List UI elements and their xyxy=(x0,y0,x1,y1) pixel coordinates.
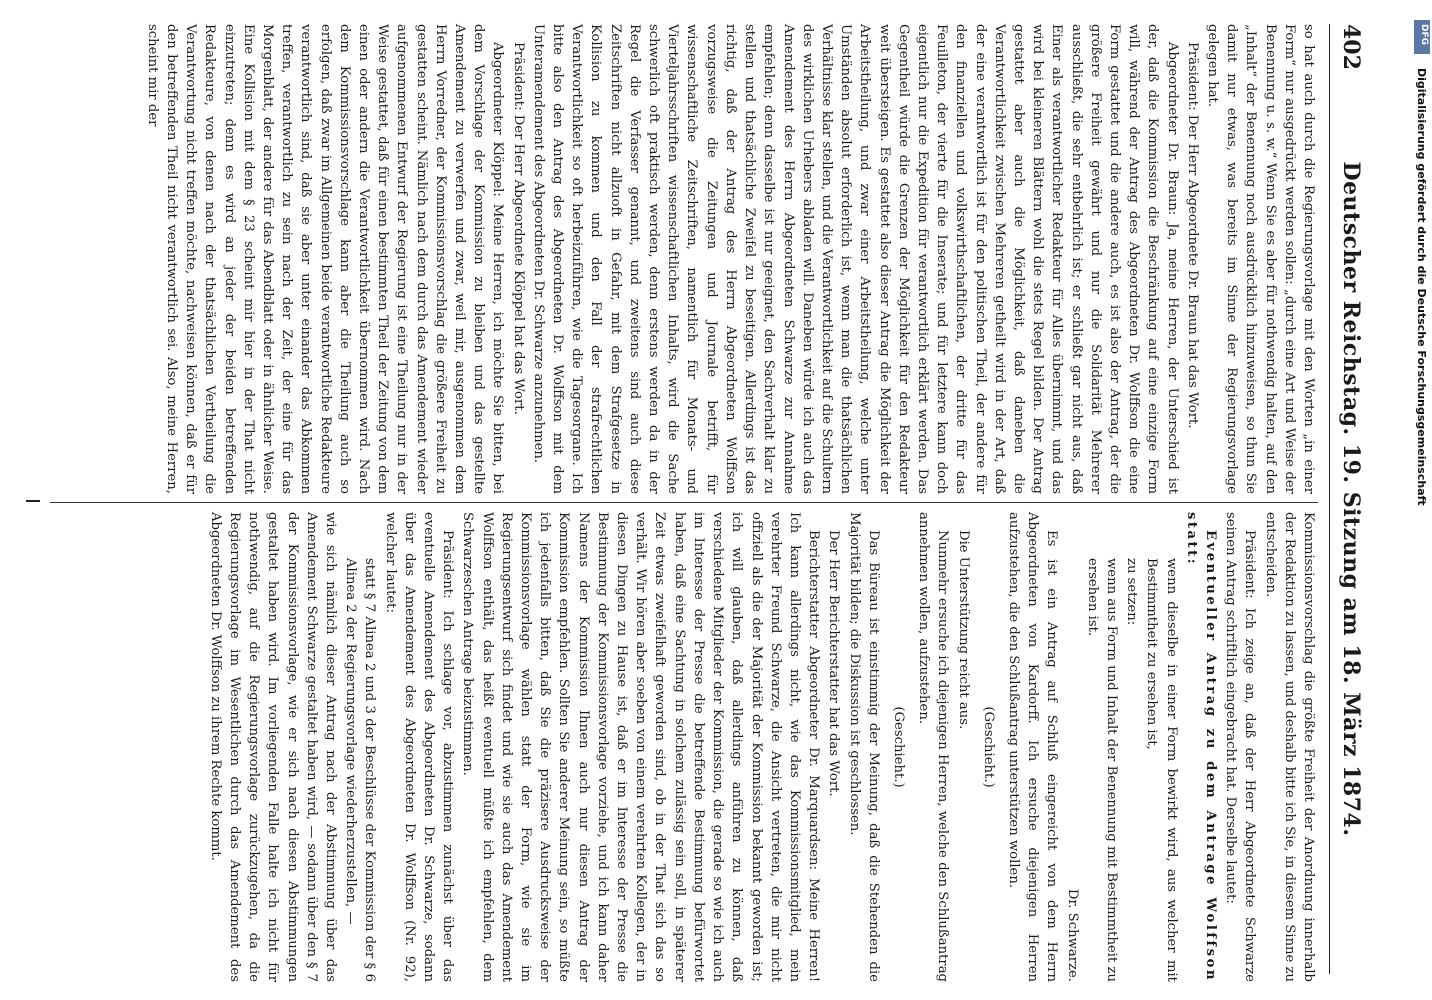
rotated-page xyxy=(30,4,1410,994)
left-column xyxy=(50,24,1318,494)
paragraph: Die Unterstützung reicht aus. xyxy=(955,530,971,730)
paragraph: Präsident: Ich schlage vor, abzustimmen zunächst über das eventuelle Amendement des Abgeordneten Dr. Schwarze, sodann über das Amendement des Abgeordneten Dr. Wolffson (Nr. 92), welcher lautet: xyxy=(382,512,456,982)
stage-direction: (Geschieht.) xyxy=(980,706,996,788)
quote: wenn aus Form und Inhalt der Benennung mit Bestimmtheit zu ersehen ist. xyxy=(1084,558,1119,982)
credit-text: Digitalisierung gefördert durch die Deutsche Forschungsgemeinschaft xyxy=(1415,68,1428,506)
paragraph: Kommissionsvorschlag die größte Freiheit der Anordnung innerhalb der Redaktion zu lassen, und deshalb bitte ich Sie, in diesem Sinne zu entscheiden. xyxy=(1262,512,1316,982)
paragraph: Es ist ein Antrag auf Schluß eingereicht von dem Herrn Abgeordneten von Kardorff. Ich ersuche diejenigen Herren aufzustehen, die den Schlußantrag unterstützen wollen. xyxy=(1005,512,1060,982)
paragraph: Der Herr Berichterstatter hat das Wort. xyxy=(826,530,842,797)
paragraph: Berichterstatter Abgeordneter Dr. Marquardsen: Meine Herren! Ich kann allerdings nicht, wie das Kommissionsmitglied, mein verehrter Freund Schwarze, die Ansicht vertreten, die mir nicht offiziell als die der Majorität der Kommission bekannt geworden ist; ich will glauben, daß allerdings anführen zu können, daß verschiedene Mitglieder der Kommission, die gerade so wie ich auch im Interesse der Presse die betreffende Bestimmung befürwortet haben, daß eine Sachtung in solchem zulässig sein soll, in späterer Zeit etwas zweifelhaft geworden sind, ob in der That sich das so verhält. Wir hören aber soeben von einem verehrten Kollegen, der in diesen Dingen zu Hause ist, daß er im Interesse der Presse die Bestimmung der Kommissionsvorlage vorziehe, und ich kann daher Namens der Kommission Ihnen auch nur diesen Antrag der Kommission empfehlen. Sollten Sie anderer Meinung sein, so müßte ich jedenfalls bitten, daß Sie die präzisere Ausdrucksweise der Kommissionsvorlage wählen statt der Form, wie sie im Regierungsentwurf sich findet und wie sie auch das Amendement Wolffson enthält, das heißt eventuell müßte ich empfehlen, dem Schwarzeschen Antrage beizustimmen. xyxy=(460,512,822,982)
signature: Dr. Schwarze. xyxy=(1064,888,1080,982)
scan-mark xyxy=(26,500,40,502)
paragraph: Abgeordneter Klöppel: Meine Herren, ich möchte Sie bitten, bei dem Vorschlage der Kommission zu bleiben und das gestellte Amendement zu verwerfen und zwar, weil mir, ausgenommen dem Herrn Vorredner, der Kommissionsvorschlag die größere Freiheit zu gestatten scheint. Nämlich nach dem durch das Amendement wieder aufgenommenen Entwurf der Regierung ist eine Theilung nur in der Weise gestattet, daß für einen bestimmten Theil der Zeitung von dem einen oder andern die Verantwortlichkeit übernommen wird. Nach dem Kommissionsvorschlage kann aber die Theilung auch so erfolgen, daß zwar im Allgemeinen beide verantwortliche Redakteure verantwortlich sind, daß sie aber unter einander das Abkommen treffen, verantwortlich zu sein nach der Zeit, der eine für das Morgenblatt, der andere für das Abendblatt oder in ähnlicher Weise. Eine Kollision mit dem § 23 scheint mir hier in der That nicht einzutreten; denn es wird an jeder der beiden betreffenden Redakteure, von denen nach der thatsächlichen Vertheilung die Verantwortung nicht treffen möchte, nachweisen können, daß er für den betreffenden Theil nicht verantwortlich sei. Also, meine Herren, scheint mir der xyxy=(144,24,506,494)
digitization-sidebar xyxy=(1414,20,1428,980)
page-header xyxy=(1329,24,1370,974)
stage-direction: (Geschieht.) xyxy=(890,706,906,788)
paragraph: Präsident: Ich zeige an, daß der Herr Abgeordnete Schwarze seinen Antrag schriftlich eingebracht hat. Derselbe lautet: xyxy=(1223,512,1258,982)
quote: statt § 7 Alinea 2 und 3 der Beschlüsse der Kommission der § 6 Alinea 2 der Regierungsvorlage wiederherzustellen, — xyxy=(343,558,378,982)
digitization-credit xyxy=(1412,20,1428,980)
paragraph: Abgeordneter Dr. Braun: Ja, meine Herren, der Unterschied ist der, daß die Kommission die Beschränkung auf eine einzige Form will, während der Antrag des Abgeordneten Dr. Wolffson die eine Form gestattet und die andere auch, es ist also der Antrag, der die größere Freiheit gewährt und nur die Solidarität Mehrerer ausschließt, die sehr entbehrlich ist; er schließt gar nicht aus, daß Einer als verantwortlicher Redakteur für Alles übernimmt, und das wird bei kleineren Blättern wohl die stets Regel bilden. Der Antrag gestattet aber auch die Möglichkeit, daß daneben die Verantwortlichkeit zwischen Mehreren getheilt wird in der Art, daß der eine verantwortlich ist für den politischen Theil, der andere für den finanziellen und volkswirthschaftlichen, der dritte für das Feuilleton, der vierte für die Inserate; und für letztere kann doch eigentlich nur die Expedition für verantwortlich erklärt werden. Das Gegentheil würde die Grenzen der Möglichkeit für den Redakteur weit übersteigen. Es gestattet also dieser Antrag die Möglichkeit der Arbeitstheilung, und zwar einer Arbeitstheilung, welche unter Umständen absolut erforderlich ist, wenn man die thatsächlichen Verhältnisse klar stellen, und die Verantwortlichkeit auf die Schultern des wirklichen Urhebers abladen will. Daneben würde ich auch das Amendement des Herrn Abgeordneten Schwarze zur Annahme empfehlen; denn dasselbe ist nur geeignet, den Sachverhalt klar zu stellen und thatsächliche Zweifel zu beseitigen. Allerdings ist das richtig, daß der Antrag des Herrn Abgeordneten Wolffson vorzugsweise die Zeitungen und Journale betrifft, für wissenschaftliche Zeitschriften, namentlich für Monats- und Vierteljahrsschriften wissenschaftlichen Inhalts, wird die Sache schwerlich oft praktisch werden, denn erstens werden da in der Regel die Verfasser genannt, und zweitens sind auch diese Zeitschriften nicht allzuoft in Gefahr, mit dem Strafgesetze in Kollision zu kommen und den Fall der strafrechtlichen Verantwortlichkeit so oft herbeizuführen, wie die Tagesorgane. Ich bitte also den Antrag des Abgeordneten Dr. Wolffson mit dem Unteramendement des Abgeordneten Dr. Schwarze anzunehmen. xyxy=(530,24,1180,494)
paragraph: Nunmehr ersuche ich diejenigen Herren, welche den Schlußantrag annehmen wollen, aufzustehen. xyxy=(916,512,951,982)
paragraph: Das Büreau ist einstimmig der Meinung, daß die Stehenden die Majorität bilden; die Diskussion ist geschlossen. xyxy=(846,512,881,982)
quote: wenn dieselbe in einer Form bewirkt wird, aus welcher mit Bestimmtheit zu ersehen ist, xyxy=(1144,558,1179,982)
page-title: Deutscher Reichstag. 19. Sitzung am 18. März 1874. xyxy=(1338,161,1364,837)
dfg-logo: DFG xyxy=(1414,20,1430,54)
text-columns xyxy=(50,24,1318,982)
paragraph: wie sich nämlich dieser Antrag nach der Abstimmung über das Amendement Schwarze gestaltet haben wird, — sodann über den § 7 der Kommissionsvorlage, wie er sich nach diesen Abstimmungen gestaltet haben wird. Im vorliegenden Falle halte ich nicht für nothwendig, auf die Regierungsvorlage zurückzugehen, da die Regierungsvorlage im Wesentlichen durch das Amendement des Abgeordneten Dr. Wolffson zu ihrem Rechte kommt. xyxy=(207,512,339,982)
paragraph: so hat auch durch die Regierungsvorlage mit den Worten „in einer Form“ nur ausgedrückt werden sollen: „durch eine Art und Weise der Benennung u. s. w.“ Wenn Sie es aber für nothwendig halten, auf den „Inhalt“ der Benennung noch ausdrücklich hinzuweisen, so thun Sie damit nur etwas, was bereits im Sinne der Regierungsvorlage gelegen hat. xyxy=(1204,24,1316,494)
paragraph: Präsident: Der Herr Abgeordnete Klöppel hat das Wort. xyxy=(510,42,526,415)
motion-heading: Eventueller Antrag zu dem Antrage Wolffson statt: xyxy=(1183,512,1218,982)
paragraph: Präsident: Der Herr Abgeordnete Dr. Braun hat das Wort. xyxy=(1184,42,1200,429)
page-number: 402 xyxy=(1338,24,1364,70)
column-divider xyxy=(50,502,1318,503)
quote: zu setzen: xyxy=(1124,558,1140,626)
right-column xyxy=(50,512,1318,982)
